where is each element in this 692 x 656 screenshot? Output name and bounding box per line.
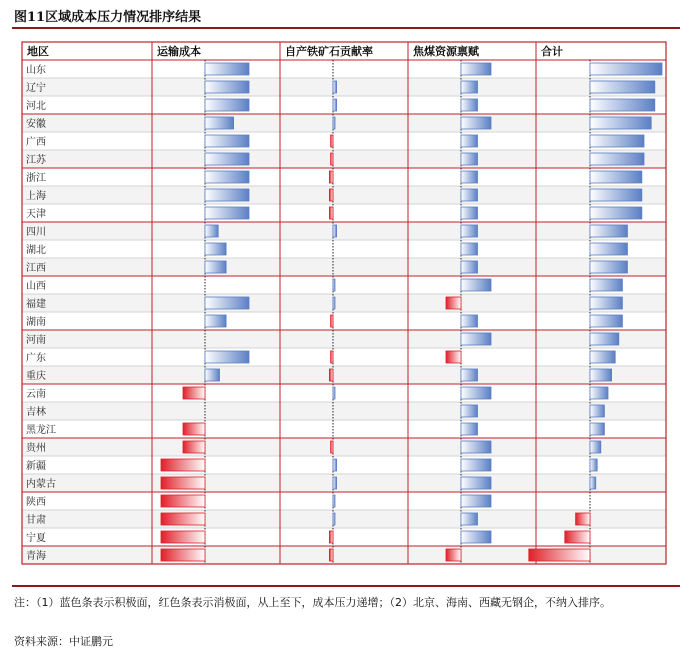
column-header: 焦煤资源禀赋: [413, 45, 479, 58]
region-label: 上海: [26, 191, 46, 202]
region-label: 福建: [26, 299, 46, 310]
positive-bar: [461, 117, 491, 129]
positive-bar: [590, 333, 619, 345]
positive-bar: [205, 99, 249, 111]
negative-bar: [329, 207, 333, 219]
row-background: [22, 438, 666, 456]
negative-bar: [329, 531, 333, 543]
positive-bar: [333, 477, 337, 489]
negative-bar: [329, 549, 333, 561]
positive-bar: [205, 153, 249, 165]
row-background: [22, 402, 666, 420]
positive-bar: [590, 225, 627, 237]
negative-bar: [331, 135, 333, 147]
positive-bar: [590, 243, 627, 255]
positive-bar: [590, 261, 627, 273]
region-label: 河北: [26, 101, 46, 112]
row-background: [22, 222, 666, 240]
negative-bar: [446, 297, 461, 309]
positive-bar: [333, 459, 337, 471]
positive-bar: [590, 405, 604, 417]
negative-bar: [161, 459, 205, 471]
positive-bar: [461, 153, 478, 165]
negative-bar: [183, 387, 205, 399]
positive-bar: [461, 387, 491, 399]
positive-bar: [333, 297, 335, 309]
negative-bar: [331, 441, 333, 453]
positive-bar: [461, 513, 478, 525]
positive-bar: [333, 225, 337, 237]
positive-bar: [590, 351, 615, 363]
row-background: [22, 114, 666, 132]
region-label: 安徽: [26, 119, 46, 130]
positive-bar: [590, 315, 622, 327]
region-label: 江西: [26, 263, 46, 274]
bottom-rule: [12, 585, 680, 587]
positive-bar: [205, 315, 226, 327]
negative-bar: [161, 477, 205, 489]
positive-bar: [461, 441, 491, 453]
negative-bar: [183, 441, 205, 453]
region-label: 广西: [26, 137, 46, 148]
positive-bar: [461, 261, 478, 273]
region-label: 河南: [26, 335, 46, 346]
positive-bar: [461, 459, 491, 471]
positive-bar: [590, 189, 642, 201]
positive-bar: [461, 405, 478, 417]
positive-bar: [590, 207, 642, 219]
region-label: 云南: [26, 389, 46, 400]
footnote: 注：（1）蓝色条表示积极面，红色条表示消极面，从上至下，成本压力递增；（2）北京、海南、西藏无钢企，不纳入排序。: [14, 596, 611, 609]
row-background: [22, 78, 666, 96]
region-label: 重庆: [26, 371, 46, 382]
positive-bar: [461, 207, 478, 219]
positive-bar: [590, 81, 655, 93]
positive-bar: [333, 495, 335, 507]
column-header: 运输成本: [157, 45, 201, 58]
column-header: 合计: [541, 45, 563, 58]
positive-bar: [590, 369, 612, 381]
positive-bar: [461, 63, 491, 75]
negative-bar: [161, 495, 205, 507]
positive-bar: [461, 99, 478, 111]
region-label: 山东: [26, 65, 46, 76]
row-background: [22, 474, 666, 492]
region-label: 山西: [26, 281, 46, 292]
negative-bar: [446, 351, 461, 363]
positive-bar: [205, 351, 249, 363]
region-label: 湖南: [26, 317, 46, 328]
positive-bar: [590, 441, 601, 453]
positive-bar: [333, 513, 335, 525]
positive-bar: [590, 153, 644, 165]
positive-bar: [205, 297, 249, 309]
positive-bar: [590, 387, 608, 399]
positive-bar: [205, 189, 249, 201]
negative-bar: [161, 549, 205, 561]
region-label: 黑龙江: [26, 425, 56, 436]
negative-bar: [331, 153, 333, 165]
positive-bar: [590, 135, 644, 147]
row-background: [22, 330, 666, 348]
positive-bar: [333, 99, 337, 111]
region-label: 甘肃: [26, 515, 46, 526]
positive-bar: [333, 279, 335, 291]
positive-bar: [461, 333, 491, 345]
positive-bar: [590, 117, 651, 129]
positive-bar: [333, 81, 337, 93]
region-label: 湖北: [26, 245, 46, 256]
positive-bar: [461, 81, 478, 93]
positive-bar: [205, 135, 249, 147]
positive-bar: [590, 423, 604, 435]
region-label: 新疆: [26, 461, 46, 472]
positive-bar: [205, 63, 249, 75]
positive-bar: [461, 423, 478, 435]
positive-bar: [205, 117, 234, 129]
positive-bar: [461, 225, 478, 237]
positive-bar: [461, 243, 478, 255]
region-label: 内蒙古: [26, 479, 56, 490]
positive-bar: [590, 459, 597, 471]
region-label: 辽宁: [26, 83, 46, 94]
positive-bar: [461, 189, 478, 201]
region-label: 贵州: [26, 443, 46, 454]
region-label: 青海: [26, 551, 46, 562]
positive-bar: [205, 81, 249, 93]
region-label: 广东: [26, 353, 46, 364]
column-header: 地区: [27, 45, 49, 58]
region-label: 吉林: [26, 407, 46, 418]
row-background: [22, 186, 666, 204]
negative-bar: [565, 531, 590, 543]
positive-bar: [333, 117, 335, 129]
region-label: 江苏: [26, 155, 46, 166]
negative-bar: [329, 189, 333, 201]
positive-bar: [205, 225, 218, 237]
negative-bar: [161, 531, 205, 543]
negative-bar: [529, 549, 590, 561]
positive-bar: [461, 171, 478, 183]
source-line: 资料来源：中证鹏元: [14, 635, 113, 648]
negative-bar: [183, 423, 205, 435]
positive-bar: [461, 531, 491, 543]
negative-bar: [331, 315, 333, 327]
positive-bar: [461, 135, 478, 147]
column-header: 自产铁矿石贡献率: [285, 45, 373, 58]
positive-bar: [205, 243, 226, 255]
positive-bar: [205, 369, 220, 381]
negative-bar: [331, 351, 333, 363]
positive-bar: [590, 297, 622, 309]
positive-bar: [461, 279, 491, 291]
row-background: [22, 510, 666, 528]
region-label: 宁夏: [26, 533, 46, 544]
negative-bar: [576, 513, 590, 525]
negative-bar: [329, 369, 333, 381]
region-label: 四川: [26, 227, 46, 238]
positive-bar: [590, 477, 596, 489]
positive-bar: [205, 207, 249, 219]
region-label: 天津: [26, 209, 46, 220]
positive-bar: [461, 495, 491, 507]
row-background: [22, 150, 666, 168]
row-background: [22, 258, 666, 276]
region-label: 浙江: [26, 173, 46, 184]
negative-bar: [329, 171, 333, 183]
positive-bar: [461, 315, 478, 327]
positive-bar: [590, 279, 622, 291]
region-label: 陕西: [26, 497, 46, 508]
negative-bar: [161, 513, 205, 525]
row-background: [22, 366, 666, 384]
row-background: [22, 294, 666, 312]
positive-bar: [205, 261, 226, 273]
negative-bar: [446, 549, 461, 561]
positive-bar: [333, 387, 335, 399]
positive-bar: [461, 477, 491, 489]
positive-bar: [461, 369, 478, 381]
positive-bar: [590, 63, 662, 75]
positive-bar: [590, 171, 642, 183]
figure-title: 图11区域成本压力情况排序结果: [14, 10, 202, 25]
positive-bar: [590, 99, 655, 111]
positive-bar: [205, 171, 249, 183]
